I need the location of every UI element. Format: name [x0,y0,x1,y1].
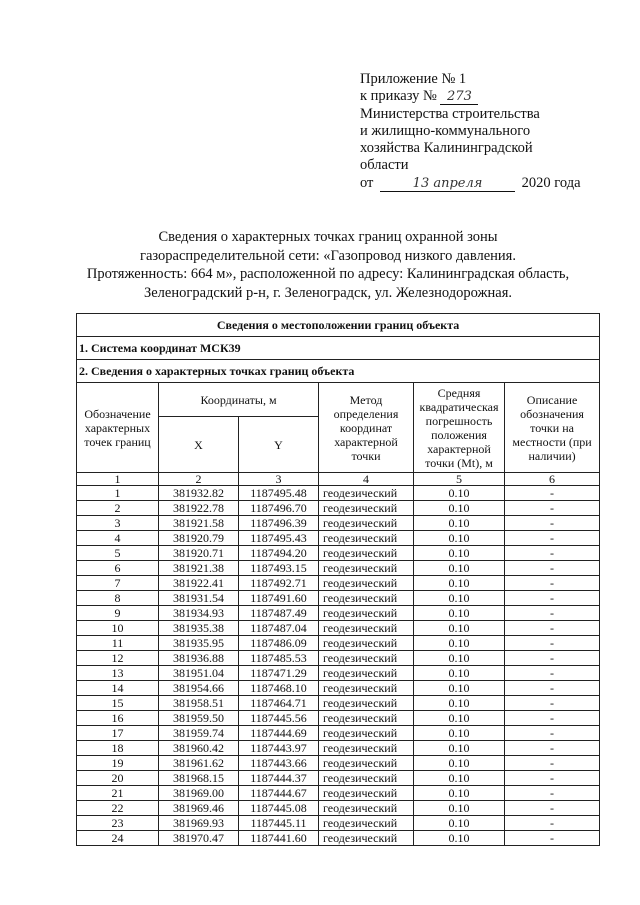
coord-y-cell: 1187493.15 [239,561,319,576]
coord-x-cell: 381921.58 [159,516,239,531]
date-handwritten: 13 апреля [412,175,483,191]
header-coords: Координаты, м [159,383,319,417]
description-cell: - [505,516,600,531]
table-row [77,576,600,591]
accuracy-cell: 0.10 [414,786,505,801]
coordinate-system-label: 1. Система координат МСК39 [77,337,600,360]
accuracy-cell: 0.10 [414,501,505,516]
header-point: Обозначение характерных точек границ [77,383,159,473]
point-number-cell: 10 [77,621,159,636]
method-cell: геодезический [319,771,414,786]
order-number-handwritten: 273 [447,89,472,105]
appendix-block [360,71,620,192]
description-cell: - [505,831,600,846]
accuracy-cell: 0.10 [414,621,505,636]
coord-x-cell: 381969.93 [159,816,239,831]
method-cell: геодезический [319,786,414,801]
coord-y-cell: 1187486.09 [239,636,319,651]
table-row [77,651,600,666]
method-cell: геодезический [319,816,414,831]
coord-x-cell: 381958.51 [159,696,239,711]
accuracy-cell: 0.10 [414,546,505,561]
column-numbers-row [77,473,600,486]
accuracy-cell: 0.10 [414,516,505,531]
appendix-title: Приложение № 1 [360,71,467,87]
coord-y-cell: 1187487.49 [239,606,319,621]
accuracy-cell: 0.10 [414,606,505,621]
coord-x-cell: 381970.47 [159,831,239,846]
coord-x-cell: 381935.95 [159,636,239,651]
coord-y-cell: 1187487.04 [239,621,319,636]
method-cell: геодезический [319,501,414,516]
coord-y-cell: 1187471.29 [239,666,319,681]
accuracy-cell: 0.10 [414,696,505,711]
description-cell: - [505,681,600,696]
boundary-points-table [76,313,600,846]
description-cell: - [505,651,600,666]
coord-x-cell: 381934.93 [159,606,239,621]
description-cell: - [505,696,600,711]
coord-x-cell: 381968.15 [159,771,239,786]
method-cell: геодезический [319,531,414,546]
description-cell: - [505,546,600,561]
coord-y-cell: 1187464.71 [239,696,319,711]
method-cell: геодезический [319,831,414,846]
description-cell: - [505,621,600,636]
coord-x-cell: 381961.62 [159,756,239,771]
method-cell: геодезический [319,666,414,681]
col-number: 6 [505,473,600,486]
description-cell: - [505,486,600,501]
accuracy-cell: 0.10 [414,816,505,831]
description-cell: - [505,606,600,621]
method-cell: геодезический [319,591,414,606]
heading-line-3: Протяженность: 664 м», расположенной по адресу: Калининградская область, [86,266,570,282]
table-row [77,681,600,696]
point-number-cell: 23 [77,816,159,831]
ministry-line-3: хозяйства Калининградской [360,140,533,157]
points-section-label: 2. Сведения о характерных точках границ объекта [77,360,600,383]
accuracy-cell: 0.10 [414,591,505,606]
accuracy-cell: 0.10 [414,486,505,501]
table-row [77,771,600,786]
document-heading [60,228,596,302]
coord-y-cell: 1187444.37 [239,771,319,786]
table-row [77,756,600,771]
point-number-cell: 17 [77,726,159,741]
header-y: Y [239,417,319,473]
point-number-cell: 13 [77,666,159,681]
table-row [77,636,600,651]
ministry-line-2: и жилищно-коммунального [360,122,531,139]
description-cell: - [505,726,600,741]
accuracy-cell: 0.10 [414,771,505,786]
coord-y-cell: 1187485.53 [239,651,319,666]
description-cell: - [505,576,600,591]
order-line [360,88,620,105]
method-cell: геодезический [319,696,414,711]
coord-x-cell: 381959.50 [159,711,239,726]
table-row [77,621,600,636]
coord-x-cell: 381932.82 [159,486,239,501]
description-cell: - [505,816,600,831]
col-number: 5 [414,473,505,486]
coord-x-cell: 381920.71 [159,546,239,561]
heading-line-1: Сведения о характерных точках границ охранной зоны [158,229,498,245]
point-number-cell: 7 [77,576,159,591]
coord-y-cell: 1187443.66 [239,756,319,771]
description-cell: - [505,636,600,651]
point-number-cell: 18 [77,741,159,756]
accuracy-cell: 0.10 [414,681,505,696]
table-row [77,606,600,621]
table-row [77,726,600,741]
point-number-cell: 21 [77,786,159,801]
point-number-cell: 6 [77,561,159,576]
coord-y-cell: 1187496.70 [239,501,319,516]
coord-x-cell: 381954.66 [159,681,239,696]
col-number: 3 [239,473,319,486]
coord-y-cell: 1187443.97 [239,741,319,756]
coord-y-cell: 1187444.67 [239,786,319,801]
point-number-cell: 14 [77,681,159,696]
coord-y-cell: 1187495.48 [239,486,319,501]
description-cell: - [505,666,600,681]
coord-x-cell: 381959.74 [159,726,239,741]
description-cell: - [505,786,600,801]
heading-line-4: Зеленоградский р-н, г. Зеленоградск, ул. Железнодорожная. [143,284,513,301]
accuracy-cell: 0.10 [414,711,505,726]
table-row [77,516,600,531]
header-description: Описание обозначения точки на местности (при наличии) [505,383,600,473]
method-cell: геодезический [319,726,414,741]
coord-y-cell: 1187496.39 [239,516,319,531]
accuracy-cell: 0.10 [414,636,505,651]
accuracy-cell: 0.10 [414,831,505,846]
accuracy-cell: 0.10 [414,756,505,771]
point-number-cell: 8 [77,591,159,606]
point-number-cell: 19 [77,756,159,771]
table-row [77,546,600,561]
coord-y-cell: 1187491.60 [239,591,319,606]
section-2-row [77,360,600,383]
coord-x-cell: 381920.79 [159,531,239,546]
coord-x-cell: 381922.78 [159,501,239,516]
header-x: X [159,417,239,473]
coord-x-cell: 381960.42 [159,741,239,756]
accuracy-cell: 0.10 [414,726,505,741]
method-cell: геодезический [319,636,414,651]
description-cell: - [505,531,600,546]
ministry-line-4: области [360,157,409,174]
date-line [360,175,620,192]
method-cell: геодезический [319,801,414,816]
point-number-cell: 22 [77,801,159,816]
table-row [77,801,600,816]
point-number-cell: 15 [77,696,159,711]
date-prefix: от [360,174,374,191]
point-number-cell: 2 [77,501,159,516]
method-cell: геодезический [319,546,414,561]
description-cell: - [505,801,600,816]
coord-y-cell: 1187495.43 [239,531,319,546]
coord-y-cell: 1187441.60 [239,831,319,846]
table-row [77,741,600,756]
table-row [77,561,600,576]
method-cell: геодезический [319,711,414,726]
table-row [77,666,600,681]
coord-x-cell: 381969.46 [159,801,239,816]
point-number-cell: 5 [77,546,159,561]
accuracy-cell: 0.10 [414,801,505,816]
coord-x-cell: 381951.04 [159,666,239,681]
method-cell: геодезический [319,516,414,531]
point-number-cell: 24 [77,831,159,846]
method-cell: геодезический [319,576,414,591]
section-title-row [77,314,600,337]
method-cell: геодезический [319,756,414,771]
point-number-cell: 20 [77,771,159,786]
date-suffix: 2020 года [521,174,581,191]
coord-x-cell: 381922.41 [159,576,239,591]
table-row [77,696,600,711]
accuracy-cell: 0.10 [414,741,505,756]
description-cell: - [505,561,600,576]
point-number-cell: 16 [77,711,159,726]
method-cell: геодезический [319,486,414,501]
accuracy-cell: 0.10 [414,666,505,681]
table-row [77,831,600,846]
col-number: 2 [159,473,239,486]
header-method: Метод определения координат характерной точки [319,383,414,473]
table-row [77,486,600,501]
col-number: 1 [77,473,159,486]
point-number-cell: 9 [77,606,159,621]
description-cell: - [505,741,600,756]
coord-y-cell: 1187494.20 [239,546,319,561]
table-row [77,531,600,546]
coord-x-cell: 381935.38 [159,621,239,636]
coord-y-cell: 1187445.11 [239,816,319,831]
table-row [77,711,600,726]
table-row [77,501,600,516]
accuracy-cell: 0.10 [414,651,505,666]
coord-y-cell: 1187492.71 [239,576,319,591]
point-number-cell: 4 [77,531,159,546]
heading-line-2: газораспределительной сети: «Газопровод низкого давления. [140,247,516,264]
method-cell: геодезический [319,606,414,621]
description-cell: - [505,591,600,606]
accuracy-cell: 0.10 [414,531,505,546]
col-number: 4 [319,473,414,486]
coord-x-cell: 381936.88 [159,651,239,666]
point-number-cell: 1 [77,486,159,501]
order-prefix: к приказу № [360,88,437,105]
description-cell: - [505,756,600,771]
method-cell: геодезический [319,561,414,576]
section-1-row [77,337,600,360]
accuracy-cell: 0.10 [414,576,505,591]
method-cell: геодезический [319,621,414,636]
coord-y-cell: 1187444.69 [239,726,319,741]
header-row-1 [77,383,600,417]
point-number-cell: 12 [77,651,159,666]
accuracy-cell: 0.10 [414,561,505,576]
method-cell: геодезический [319,681,414,696]
coord-y-cell: 1187445.56 [239,711,319,726]
point-number-cell: 11 [77,636,159,651]
table-row [77,786,600,801]
header-accuracy: Средняя квадратическая погрешность положения характерной точки (Mt), м [414,383,505,473]
method-cell: геодезический [319,741,414,756]
description-cell: - [505,711,600,726]
point-number-cell: 3 [77,516,159,531]
coord-x-cell: 381969.00 [159,786,239,801]
coord-x-cell: 381931.54 [159,591,239,606]
section-title: Сведения о местоположении границ объекта [77,314,600,337]
method-cell: геодезический [319,651,414,666]
description-cell: - [505,501,600,516]
coord-y-cell: 1187468.10 [239,681,319,696]
coord-x-cell: 381921.38 [159,561,239,576]
ministry-line-1: Министерства строительства [360,105,540,122]
table-row [77,816,600,831]
table-row [77,591,600,606]
coord-y-cell: 1187445.08 [239,801,319,816]
description-cell: - [505,771,600,786]
